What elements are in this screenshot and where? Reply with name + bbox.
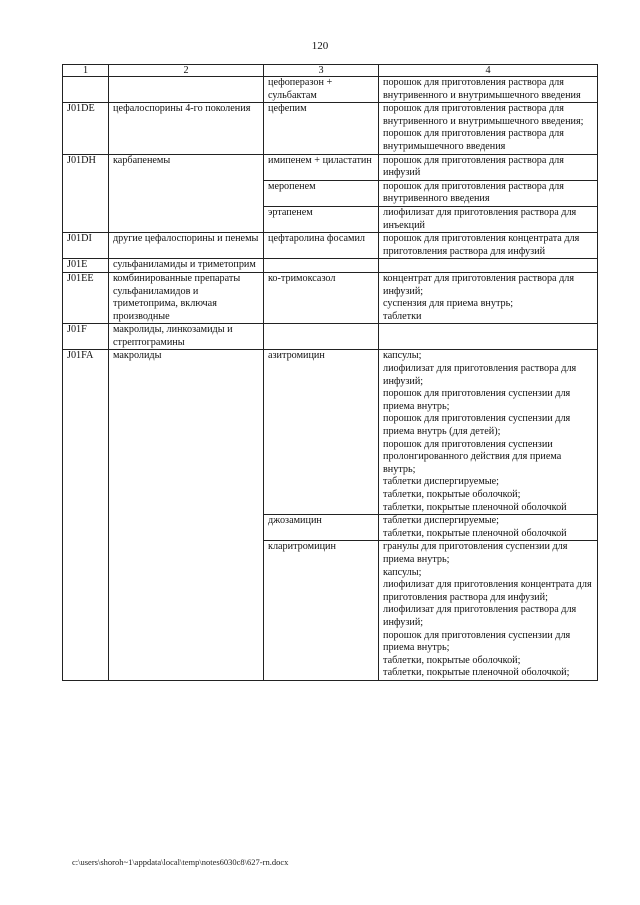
footer-file-path: c:\users\shoroh~1\appdata\local\temp\notes6030c8\627-rn.docx xyxy=(72,857,289,867)
dosage-form: гранулы для приготовления суспензии для приема внутрь; xyxy=(383,541,568,565)
table-row xyxy=(63,77,598,103)
dosage-form: лиофилизат для приготовления раствора для инъекций xyxy=(383,206,577,231)
atc-code xyxy=(63,77,109,103)
table-row xyxy=(63,272,598,323)
dosage-form: порошок для приготовления суспензии для приема внутрь; xyxy=(383,388,571,412)
column-header-1: 1 xyxy=(63,65,109,77)
column-header-2: 2 xyxy=(109,65,264,77)
atc-code: J01DE xyxy=(63,103,109,154)
drug-name xyxy=(264,259,379,273)
dosage-form: порошок для приготовления концентрата для приготовления раствора для инфузий xyxy=(383,233,580,257)
dosage-form: таблетки xyxy=(383,310,422,322)
drug-table xyxy=(62,64,598,681)
table-row xyxy=(63,259,598,273)
dosage-forms xyxy=(379,272,598,323)
dosage-form: порошок для приготовления суспензии пролонгированного действия для приема внутрь; xyxy=(383,438,562,475)
dosage-form: капсулы; xyxy=(383,566,422,578)
group-name: другие цефалоспорины и пенемы xyxy=(109,233,264,259)
table-row xyxy=(63,233,598,259)
drug-name: кларитромицин xyxy=(264,541,379,681)
dosage-form: таблетки, покрытые оболочкой; xyxy=(383,489,521,500)
drug-name: имипенем + циластатин xyxy=(264,154,379,180)
dosage-forms xyxy=(379,77,598,103)
dosage-form: концентрат для приготовления раствора для инфузий; xyxy=(383,272,575,297)
dosage-forms xyxy=(379,541,598,681)
group-name: макролиды, линкозамиды и стрептограмины xyxy=(109,324,264,350)
dosage-form: капсулы; xyxy=(383,350,422,362)
dosage-forms xyxy=(379,103,598,154)
dosage-forms xyxy=(379,515,598,541)
group-name: сульфаниламиды и триметоприм xyxy=(109,259,264,273)
drug-name xyxy=(264,324,379,350)
dosage-forms xyxy=(379,324,598,350)
dosage-forms xyxy=(379,259,598,273)
drug-name: азитромицин xyxy=(264,350,379,515)
dosage-forms xyxy=(379,233,598,259)
table-row xyxy=(63,350,598,515)
drug-name: эртапенем xyxy=(264,206,379,232)
dosage-forms xyxy=(379,154,598,180)
drug-name: ко-тримоксазол xyxy=(264,272,379,323)
dosage-form: порошок для приготовления раствора для инфузий xyxy=(383,154,564,179)
atc-code: J01DI xyxy=(63,233,109,259)
drug-name: меропенем xyxy=(264,180,379,206)
dosage-form: таблетки, покрытые оболочкой; xyxy=(383,654,521,666)
dosage-form: таблетки, покрытые пленочной оболочкой xyxy=(383,501,567,513)
dosage-form: таблетки диспергируемые; xyxy=(383,515,499,527)
dosage-form: таблетки диспергируемые; xyxy=(383,476,499,488)
table-row xyxy=(63,154,598,180)
dosage-form: таблетки, покрытые пленочной оболочкой; xyxy=(383,667,570,679)
drug-name: цефтаролина фосамил xyxy=(264,233,379,259)
dosage-form: порошок для приготовления раствора для внутривенного и внутримышечного введения xyxy=(383,77,581,101)
dosage-form: порошок для приготовления раствора для внутривенного и внутримышечного введения; xyxy=(383,103,584,127)
group-name xyxy=(109,77,264,103)
dosage-form: порошок для приготовления суспензии для приема внутрь; xyxy=(383,629,571,654)
group-name: цефалоспорины 4-го поколения xyxy=(109,103,264,154)
column-header-3: 3 xyxy=(264,65,379,77)
drug-name: джозамицин xyxy=(264,515,379,541)
atc-code: J01E xyxy=(63,259,109,273)
page-number: 120 xyxy=(311,40,329,52)
dosage-form: лиофилизат для приготовления раствора для инфузий; xyxy=(383,604,577,628)
dosage-form: лиофилизат для приготовления концентрата для приготовления раствора для инфузий; xyxy=(383,579,592,603)
dosage-forms xyxy=(379,180,598,206)
dosage-form: лиофилизат для приготовления раствора для инфузий; xyxy=(383,363,577,387)
dosage-forms xyxy=(379,206,598,232)
group-name: комбинированные препараты сульфаниламидов и триметоприма, включая производные xyxy=(109,272,264,323)
dosage-form: суспензия для приема внутрь; xyxy=(383,298,514,310)
atc-code: J01FA xyxy=(63,350,109,680)
drug-name: цефоперазон + сульбактам xyxy=(264,77,379,103)
header-row xyxy=(63,65,598,77)
dosage-form: порошок для приготовления раствора для внутривенного введения xyxy=(383,180,564,205)
drug-name: цефепим xyxy=(264,103,379,154)
dosage-form: порошок для приготовления раствора для внутримышечного введения xyxy=(383,128,564,152)
atc-code: J01EE xyxy=(63,272,109,323)
group-name: карбапенемы xyxy=(109,154,264,233)
dosage-form: таблетки, покрытые пленочной оболочкой xyxy=(383,527,567,539)
table-row xyxy=(63,103,598,154)
atc-code: J01F xyxy=(63,324,109,350)
table-row xyxy=(63,324,598,350)
atc-code: J01DH xyxy=(63,154,109,233)
column-header-4: 4 xyxy=(379,65,598,77)
dosage-forms xyxy=(379,350,598,515)
dosage-form: порошок для приготовления суспензии для приема внутрь (для детей); xyxy=(383,413,571,438)
group-name: макролиды xyxy=(109,350,264,680)
